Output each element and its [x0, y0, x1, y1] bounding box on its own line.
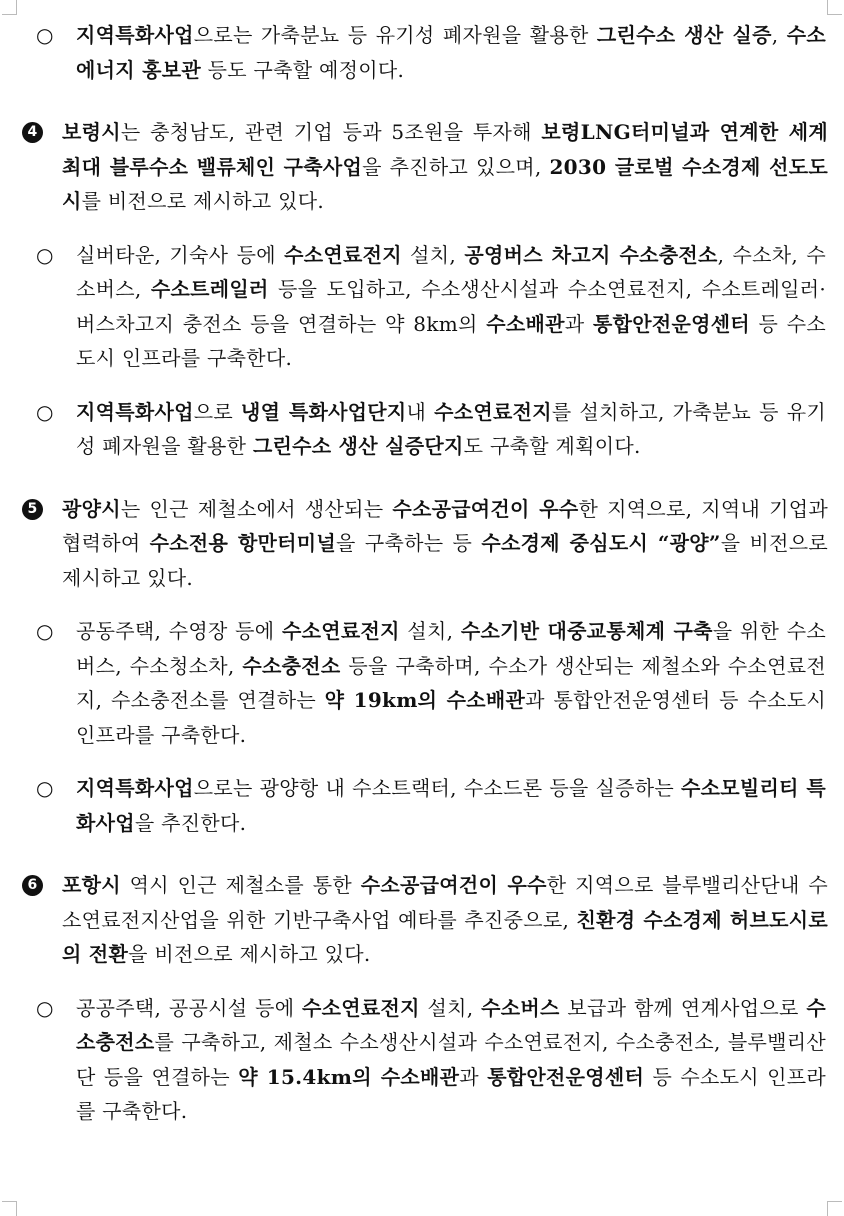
page-corner-mark [2, 1201, 17, 1216]
paragraph-spacer [0, 219, 844, 238]
body-text: 으로는 광양항 내 수소트랙터, 수소드론 등을 실증하는 [193, 776, 682, 800]
emphasized-text: 수소에너지 홍보관 [76, 23, 826, 82]
numbered-paragraph [0, 115, 844, 219]
paragraph-spacer [0, 87, 844, 115]
emphasized-text: 약 19km의 수소배관 [324, 688, 526, 712]
body-text: 등을 구축하며, 수소가 생산되는 제철소와 수소연료전지, 수소충전소를 연결하는 [76, 653, 826, 712]
body-text: 역시 인근 제철소를 통한 [120, 873, 361, 897]
body-text: 을 추진하고 있으며, [362, 154, 550, 179]
emphasized-text: 통합안전운영센터 [487, 1064, 645, 1089]
emphasized-text: 수소전용 항만터미널 [149, 531, 337, 555]
emphasized-text: 친환경 수소경제 허브도시로의 전환 [62, 907, 828, 966]
paragraph-spacer [0, 595, 844, 614]
bullet-paragraph [0, 18, 844, 87]
body-text: 설치, [399, 619, 461, 643]
circled-number-icon: 6 [22, 875, 43, 896]
body-text: 공공주택, 공공시설 등에 [76, 995, 303, 1020]
emphasized-text: 수소트레일러 [150, 277, 269, 301]
body-text: 으로는 가축분뇨 등 유기성 폐자원을 활용한 [193, 23, 597, 47]
emphasized-text: 약 15.4km의 수소배관 [238, 1064, 460, 1089]
emphasized-text: 보령시 [62, 120, 121, 144]
body-text: 는 인근 제철소에서 생산되는 [120, 496, 393, 521]
body-text: 을 위한 수소버스, 수소청소차, [76, 619, 826, 678]
body-text: 과 [459, 1064, 488, 1089]
numbered-paragraph [0, 868, 844, 972]
emphasized-text: 지역특화사업 [76, 776, 194, 800]
emphasized-text: 수소충전소 [76, 995, 826, 1054]
emphasized-text: 지역특화사업 [76, 399, 194, 424]
body-text: 를 설치하고, 가축분뇨 등 유기성 폐자원을 활용한 [76, 399, 826, 458]
emphasized-text: 수소경제 중심도시 “광양” [481, 531, 721, 555]
bullet-paragraph [0, 395, 844, 464]
emphasized-text: 수소공급여건이 우수 [360, 873, 547, 897]
page-corner-mark [827, 0, 842, 15]
body-text: 내 [406, 399, 435, 424]
body-text: 등도 구축할 예정이다. [200, 57, 405, 82]
body-text: 으로 [193, 399, 241, 424]
body-text: 을 구축하는 등 [336, 531, 482, 555]
paragraph-spacer [0, 376, 844, 395]
emphasized-text: 수소연료전지 [284, 242, 402, 267]
hollow-circle-bullet-icon: ○ [36, 399, 54, 424]
circled-number-icon: 5 [22, 499, 43, 520]
bullet-paragraph [0, 238, 844, 376]
emphasized-text: 수소모빌리티 특화사업 [76, 776, 826, 835]
body-text: 을 비전으로 제시하고 있다. [128, 942, 371, 966]
bullet-paragraph [0, 991, 844, 1129]
emphasized-text: 그린수소 생산 실증단지 [252, 434, 464, 458]
body-text: 한 지역으로, 지역내 기업과 협력하여 [62, 496, 828, 555]
emphasized-text: 2030 글로벌 수소경제 선도도시 [62, 154, 829, 213]
emphasized-text: 수소연료전지 [302, 995, 420, 1020]
body-text: 는 충청남도, 관련 기업 등과 5조원을 투자해 [120, 120, 542, 144]
bullet-paragraph [0, 771, 844, 840]
paragraph-spacer [0, 972, 844, 991]
page-corner-mark [827, 1201, 842, 1216]
body-text: 을 추진한다. [134, 810, 247, 835]
paragraph-spacer [0, 464, 844, 492]
hollow-circle-bullet-icon: ○ [36, 242, 54, 267]
body-text: , 수소차, 수소버스, [76, 242, 826, 301]
body-text: 을 비전으로 제시하고 있다. [62, 531, 829, 590]
paragraph-spacer [0, 840, 844, 868]
emphasized-text: 포항시 [62, 873, 121, 897]
emphasized-text: 수소충전소 [242, 653, 341, 678]
emphasized-text: 냉열 특화사업단지 [240, 399, 407, 424]
body-text: 설치, [401, 242, 465, 267]
circled-number-icon: 4 [22, 122, 43, 143]
emphasized-text: 수소버스 [481, 995, 560, 1020]
emphasized-text: 수소공급여건이 우수 [392, 496, 579, 521]
body-text: 도 구축할 계획이다. [463, 434, 641, 458]
hollow-circle-bullet-icon: ○ [36, 619, 54, 643]
page-corner-mark [2, 0, 17, 15]
body-text: 보급과 함께 연계사업으로 [559, 995, 807, 1020]
hollow-circle-bullet-icon: ○ [36, 23, 54, 47]
emphasized-text: 지역특화사업 [76, 23, 194, 47]
body-text: 등 수소도시 인프라를 구축한다. [76, 311, 827, 370]
body-text: , [771, 23, 787, 47]
emphasized-text: 광양시 [62, 496, 121, 521]
paragraph-spacer [0, 752, 844, 771]
emphasized-text: 수소기반 대중교통체계 구축 [460, 619, 713, 643]
body-text: 과 통합안전운영센터 등 수소도시 인프라를 구축한다. [76, 688, 826, 747]
emphasized-text: 수소배관 [486, 311, 565, 336]
body-text: 등을 도입하고, 수소생산시설과 수소연료전지, 수소트레일러·버스차고지 충전소 등을 연결하는 약 8km의 [76, 277, 826, 336]
emphasized-text: 공영버스 차고지 수소충전소 [464, 242, 718, 267]
body-text: 등 수소도시 인프라를 구축한다. [76, 1064, 826, 1123]
emphasized-text: 수소연료전지 [434, 399, 552, 424]
hollow-circle-bullet-icon: ○ [36, 776, 54, 800]
numbered-paragraph [0, 492, 844, 596]
body-text: 공동주택, 수영장 등에 [76, 619, 283, 643]
emphasized-text: 통합안전운영센터 [592, 311, 750, 336]
body-text: 한 지역으로 블루밸리산단내 수소연료전지산업을 위한 기반구축사업 예타를 추진중으로, [62, 873, 828, 932]
bullet-paragraph [0, 614, 844, 752]
emphasized-text: 수소연료전지 [282, 619, 400, 643]
document-body [0, 18, 844, 1129]
emphasized-text: 보령LNG터미널과 연계한 세계 최대 블루수소 밸류체인 구축사업 [62, 120, 829, 179]
emphasized-text: 그린수소 생산 실증 [596, 23, 772, 47]
body-text: 설치, [419, 995, 482, 1020]
body-text: 를 구축하고, 제철소 수소생산시설과 수소연료전지, 수소충전소, 블루밸리산단 등을 연결하는 [76, 1030, 826, 1089]
body-text: 실버타운, 기숙사 등에 [76, 242, 285, 267]
hollow-circle-bullet-icon: ○ [36, 995, 54, 1020]
body-text: 를 비전으로 제시하고 있다. [81, 189, 325, 213]
body-text: 과 [564, 311, 593, 336]
